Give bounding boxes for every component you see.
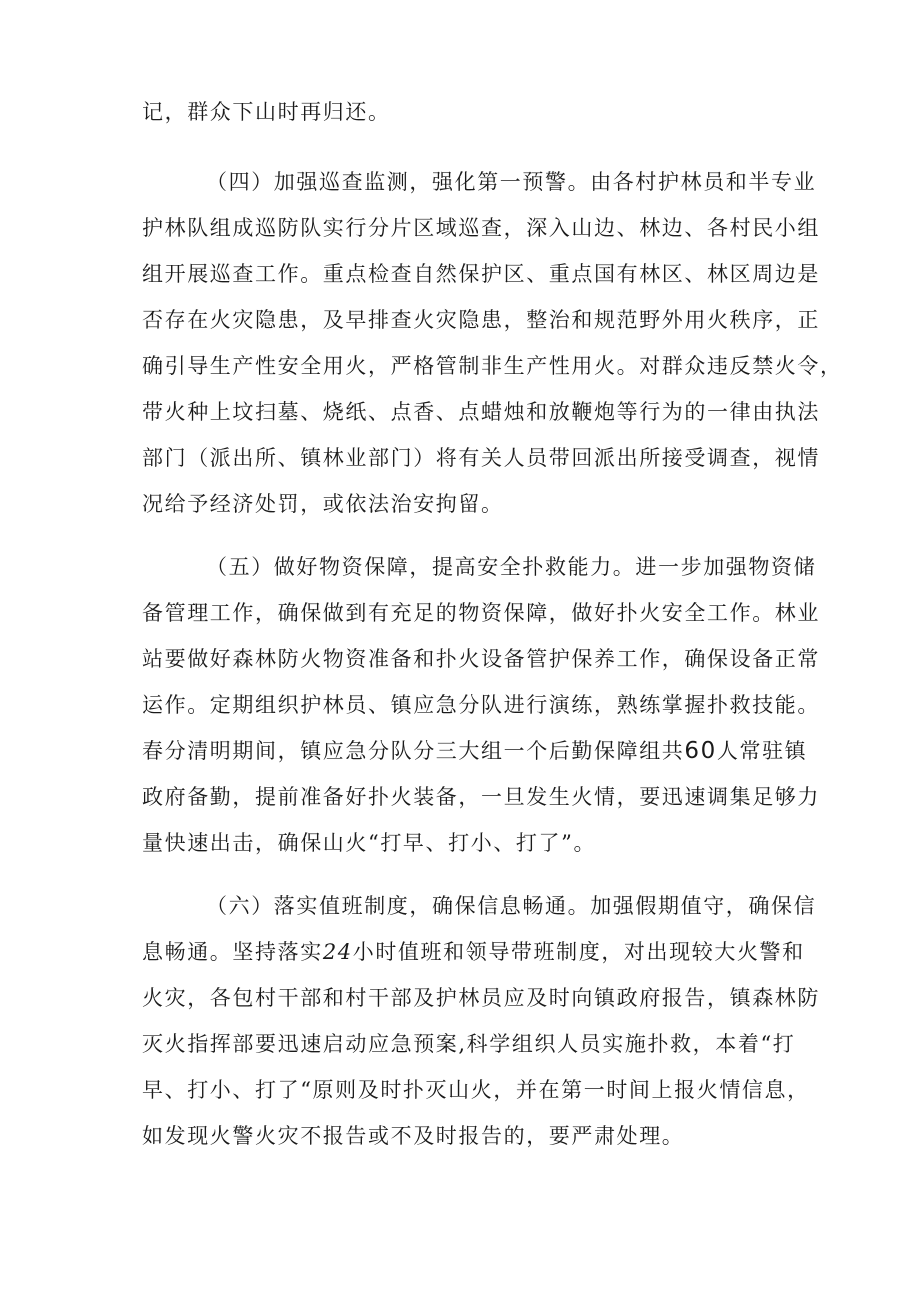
staff-count-number: 60 bbox=[684, 738, 717, 764]
paragraph-line: 政府备勤，提前准备好扑火装备，一旦发生火情，要迅速调集足够力 bbox=[142, 785, 820, 809]
duty-hours-number: 24 bbox=[322, 940, 353, 964]
paragraph-line: 如发现火警火灾不报告或不及时报告的，要严肃处理。 bbox=[142, 1124, 685, 1148]
paragraph-line: 量快速出击，确保山火“打早、打小、打了”。 bbox=[142, 831, 597, 855]
paragraph-line: 火灾，各包村干部和村干部及护林员应及时向镇政府报告，镇森林防 bbox=[142, 986, 820, 1010]
paragraph-line: （四）加强巡查监测，强化第一预警。由各村护林员和半专业 bbox=[206, 170, 817, 194]
paragraph-line: 况给予经济处罚，或依法治安拘留。 bbox=[142, 492, 504, 516]
paragraph-line: 否存在火灾隐患，及早排查火灾隐患，整治和规范野外用火秩序，正 bbox=[142, 308, 820, 332]
paragraph-line: 灭火指挥部要迅速启动应急预案,科学组织人员实施扑救，本着“打 bbox=[142, 1032, 796, 1056]
paragraph-line: 部门（派出所、镇林业部门）将有关人员带回派出所接受调查，视情 bbox=[142, 446, 820, 470]
paragraph-line: 记，群众下山时再归还。 bbox=[142, 100, 391, 124]
paragraph-line: （五）做好物资保障，提高安全扑救能力。进一步加强物资储 bbox=[206, 555, 817, 579]
paragraph-line: （六）落实值班制度，确保信息畅通。加强假期值守，确保信 bbox=[206, 894, 817, 918]
line-text-after: 小时值班和领导带班制度，对出现较大火警和 bbox=[352, 940, 805, 964]
paragraph-line bbox=[142, 940, 805, 964]
line-text-after: 人常驻镇 bbox=[716, 739, 808, 763]
paragraph-line: 组开展巡查工作。重点检查自然保护区、重点国有林区、林区周边是 bbox=[142, 262, 820, 286]
paragraph-line: 早、打小、打了“原则及时扑灭山火，并在第一时间上报火情信息， bbox=[142, 1078, 810, 1102]
paragraph-line: 站要做好森林防火物资准备和扑火设备管护保养工作，确保设备正常 bbox=[142, 647, 820, 671]
paragraph-line: 带火种上坟扫墓、烧纸、点香、点蜡烛和放鞭炮等行为的一律由执法 bbox=[142, 400, 820, 424]
paragraph-line: 备管理工作，确保做到有充足的物资保障，做好扑火安全工作。林业 bbox=[142, 601, 820, 625]
line-text-before: 春分清明期间，镇应急分队分三大组一个后勤保障组共 bbox=[142, 739, 685, 763]
line-text-before: 息畅通。坚持落实 bbox=[142, 940, 323, 964]
paragraph-line: 护林队组成巡防队实行分片区域巡查，深入山边、林边、各村民小组 bbox=[142, 216, 820, 240]
paragraph-line bbox=[142, 739, 807, 763]
paragraph-line: 运作。定期组织护林员、镇应急分队进行演练，熟练掌握扑救技能。 bbox=[142, 693, 820, 717]
paragraph-line: 确引导生产性安全用火，严格管制非生产性用火。对群众违反禁火令， bbox=[142, 354, 843, 378]
